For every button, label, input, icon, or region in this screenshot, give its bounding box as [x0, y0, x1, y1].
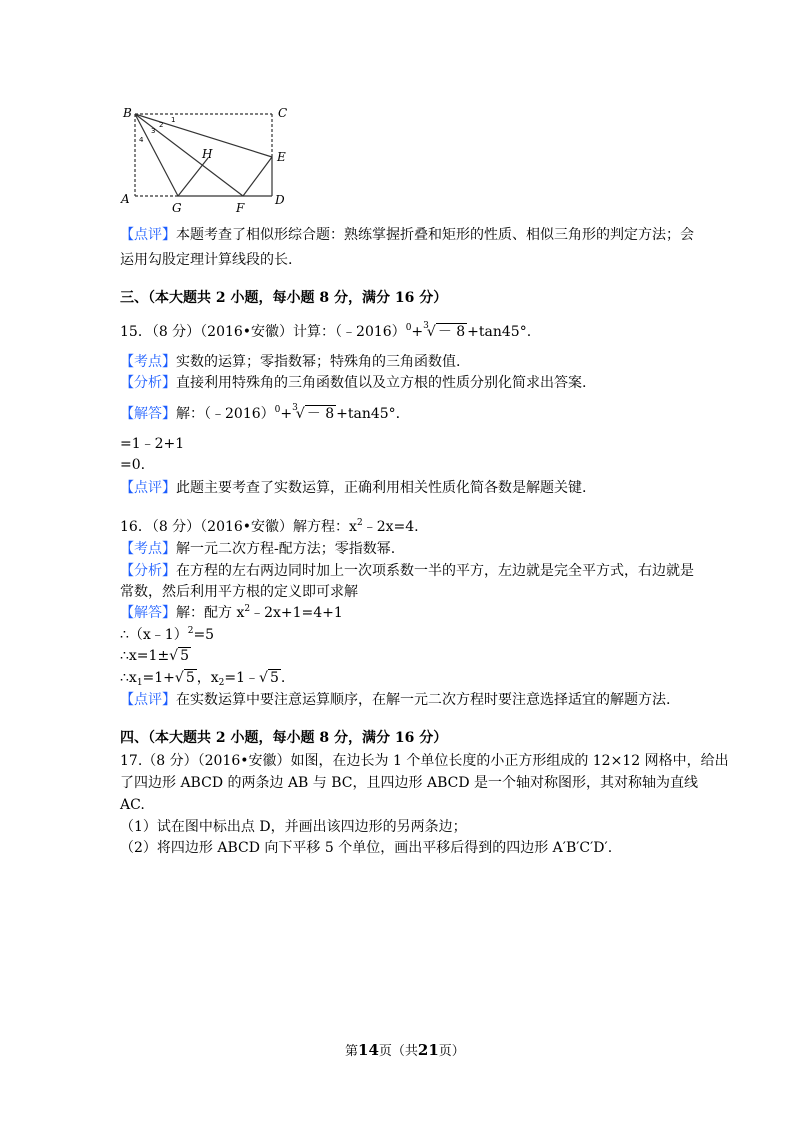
q17-line1: 17.（8 分）（2016•安徽）如图，在边长为 1 个单位长度的小正方形组成的 12×12 网格中，给出	[120, 753, 729, 769]
kaodian-tag-16: 【考点】	[120, 541, 176, 557]
radicand-2: － 8	[306, 406, 335, 422]
edge-bg	[135, 114, 178, 196]
label-f: F	[236, 201, 245, 215]
q15-step1: =1﹣2+1	[120, 436, 185, 452]
q17-line3: AC.	[120, 797, 145, 813]
label-h: H	[202, 147, 213, 161]
s3-sub1: 1	[136, 678, 143, 688]
q15-stem	[120, 322, 531, 344]
q15-plus: +	[411, 324, 424, 340]
fenxi-tag-16: 【分析】	[120, 563, 176, 579]
fenxi-tag: 【分析】	[120, 375, 176, 391]
q17-part1: （1）试在图中标出点 D，并画出该四边形的另两条边；	[120, 819, 467, 835]
q17-line2: 了四边形 ABCD 的两条边 AB 与 BC，且四边形 ABCD 是一个轴对称图形，其对称轴为直线	[120, 775, 698, 791]
edge-ef	[243, 157, 272, 196]
s3-b: =1+	[142, 670, 175, 686]
q16-stem-suffix: ﹣2x=4.	[362, 519, 419, 535]
s3-c: ，x	[196, 670, 219, 686]
jieda-suffix: +tan45°.	[336, 406, 401, 422]
s2-prefix: ∴x=1±	[120, 648, 170, 664]
fenxi-text-16: 在方程的左右两边同时加上一次项系数一半的平方，左边就是完全平方式，右边就是	[176, 563, 694, 579]
q15-stem-prefix: 15．（8 分）（2016•安徽）计算：（﹣2016）	[120, 324, 406, 340]
q16-stem	[120, 517, 419, 537]
q17-part2: （2）将四边形 ABCD 向下平移 5 个单位，画出平移后得到的四边形 A′B′C′D′.	[120, 840, 613, 856]
root-index-2: 3	[292, 403, 298, 413]
q16-jieda	[120, 603, 343, 623]
footer-pre: 第	[345, 1044, 359, 1059]
label-b: B	[123, 106, 132, 120]
sqrt-5-radicand: 5	[180, 648, 190, 664]
angle-2: 2	[159, 121, 164, 129]
kaodian-text: 实数的运算；零指数幂；特殊角的三角函数值.	[176, 354, 461, 370]
label-a: A	[121, 192, 130, 206]
jieda-exp: 0	[274, 405, 281, 415]
review-text: 本题考查了相似形综合题：熟练掌握折叠和矩形的性质、相似三角形的判定方法；会	[176, 227, 694, 243]
cube-root-2: $^3$√ － 8	[292, 403, 335, 422]
q15-dianping	[120, 478, 586, 498]
label-d: D	[275, 193, 285, 207]
sqrt-5-b-radicand: 5	[185, 670, 195, 686]
s1-exp: 2	[187, 626, 194, 636]
jieda-tag: 【解答】	[120, 406, 176, 422]
label-e: E	[277, 150, 286, 164]
cube-root: $^3$√ － 8	[423, 321, 466, 340]
page-footer	[345, 1040, 465, 1059]
review-previous-line2: 运用勾股定理计算线段的长.	[120, 252, 293, 268]
q15-jieda	[120, 404, 400, 426]
kaodian-text-16: 解一元二次方程-配方法；零指数幂.	[176, 541, 396, 557]
footer-mid: 页（共	[378, 1044, 418, 1059]
root-index: 3	[423, 321, 429, 331]
q16-step1	[120, 625, 214, 645]
q16-step2	[120, 646, 191, 666]
q15-fenxi	[120, 373, 586, 393]
jieda-plus: +	[280, 406, 293, 422]
angle-1: 1	[171, 116, 176, 124]
dianping-tag: 【点评】	[120, 227, 176, 243]
jieda-tag-16: 【解答】	[120, 605, 176, 621]
q16-exp: 2	[356, 518, 363, 528]
q16-fenxi-line2: 常数，然后利用平方根的定义即可求解	[120, 584, 358, 600]
q16-kaodian	[120, 539, 395, 559]
s3-e: .	[280, 670, 286, 686]
sqrt-5-c: √ 5	[259, 670, 279, 686]
sqrt-5: √ 5	[169, 648, 190, 664]
jieda-prefix-16: 解：配方 x	[176, 605, 245, 621]
dianping-tag-16: 【点评】	[120, 692, 176, 708]
s1-suffix: =5	[193, 627, 215, 643]
angle-4: 4	[139, 136, 144, 144]
kaodian-tag: 【考点】	[120, 354, 176, 370]
jieda-prefix: 解：（﹣2016）	[176, 406, 275, 422]
radicand: － 8	[437, 324, 466, 340]
s1-prefix: ∴（x﹣1）	[120, 627, 188, 643]
fenxi-text: 直接利用特殊角的三角函数值以及立方根的性质分别化简求出答案.	[176, 375, 587, 391]
angle-3: 3	[151, 127, 156, 135]
footer-page-number: 14	[358, 1041, 379, 1059]
q16-stem-prefix: 16．（8 分）（2016•安徽）解方程：x	[120, 519, 357, 535]
sqrt-5-b: √ 5	[174, 670, 195, 686]
geometry-figure	[115, 100, 300, 215]
q15-stem-suffix: +tan45°.	[467, 324, 532, 340]
s3-a: ∴x	[120, 670, 137, 686]
label-c: C	[278, 106, 288, 120]
q15-kaodian	[120, 352, 460, 372]
dianping-text-15: 此题主要考查了实数运算，正确利用相关性质化简各数是解题关键.	[176, 480, 587, 496]
q15-exp: 0	[405, 323, 412, 333]
section-4-title: 四、（本大题共 2 小题，每小题 8 分，满分 16 分）	[120, 730, 448, 746]
review-previous-line1	[120, 225, 694, 245]
q15-step2: =0.	[120, 457, 146, 473]
q16-step3	[120, 668, 285, 688]
label-g: G	[172, 201, 182, 215]
jieda-exp-16: 2	[244, 604, 251, 614]
edge-gh	[178, 158, 208, 196]
section-3-title: 三、（本大题共 2 小题，每小题 8 分，满分 16 分）	[120, 290, 448, 306]
dianping-tag-15: 【点评】	[120, 480, 176, 496]
sqrt-5-c-radicand: 5	[269, 670, 279, 686]
q16-dianping	[120, 690, 670, 710]
footer-post: 页）	[438, 1044, 465, 1059]
footer-total-pages: 21	[417, 1041, 439, 1059]
s3-sub2: 2	[218, 678, 225, 688]
jieda-suffix-16: ﹣2x+1=4+1	[250, 605, 343, 621]
dianping-text-16: 在实数运算中要注意运算顺序，在解一元二次方程时要注意选择适宜的解题方法.	[176, 692, 671, 708]
s3-d: =1﹣	[224, 670, 260, 686]
q16-fenxi-line1	[120, 561, 694, 581]
